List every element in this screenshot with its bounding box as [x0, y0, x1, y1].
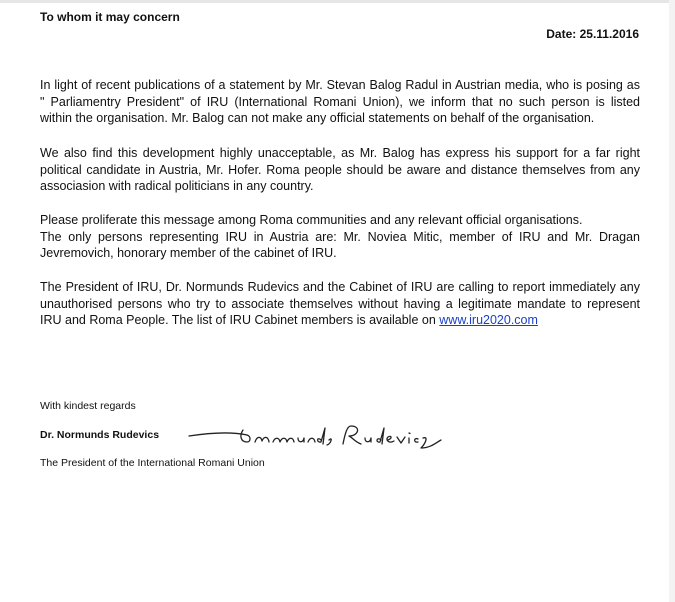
paragraph-line: The President of IRU, Dr. Normunds Rudevics and the Cabinet of IRU are calling to report immediately any: [40, 280, 640, 294]
website-link[interactable]: www.iru2020.com: [439, 313, 538, 327]
paragraph-line-with-link: [40, 312, 640, 329]
letter-date: Date: 25.11.2016: [546, 27, 639, 41]
paragraph-line: within the organisation. Mr. Balog can not make any official statements on behalf of the organisation.: [40, 111, 595, 125]
paragraph-line: In light of recent publications of a statement by Mr. Stevan Balog Radul in Austrian media, who is posing as: [40, 78, 640, 92]
paragraph-line: The only persons representing IRU in Austria are: Mr. Noviea Mitic, member of IRU and Mr. Dragan: [40, 229, 640, 244]
paragraph-statement: [40, 77, 640, 127]
paragraph-line: political candidate in Austria, Mr. Hofer. Roma people should be aware and distance themselves from any: [40, 162, 640, 177]
closing-regards: With kindest regards: [40, 400, 136, 412]
signer-title: The President of the International Romani Union: [40, 457, 265, 469]
right-border: [669, 0, 675, 602]
paragraph-line: unauthorised persons who try to associate themselves without having a legitimate mandate to represent: [40, 296, 640, 311]
paragraph-report: [40, 279, 640, 329]
paragraph-line: associasion with radical politicians in any country.: [40, 179, 314, 193]
paragraph-line-text: IRU and Roma People. The list of IRU Cabinet members is available on: [40, 313, 440, 327]
handwritten-signature: [185, 418, 455, 456]
signer-name: Dr. Normunds Rudevics: [40, 429, 160, 441]
paragraph-line: Jevremovich, honorary member of the cabinet of IRU.: [40, 246, 337, 260]
paragraph-unacceptable: [40, 145, 640, 195]
top-border: [0, 0, 675, 3]
paragraph-line: " Parliamentry President" of IRU (International Romani Union), we inform that no such person is listed: [40, 94, 640, 109]
paragraph-representatives: [40, 212, 640, 262]
paragraph-line: Please proliferate this message among Roma communities and any relevant official organisations.: [40, 213, 583, 227]
letter-heading: To whom it may concern: [40, 10, 180, 24]
paragraph-line: We also find this development highly unacceptable, as Mr. Balog has express his support for a far right: [40, 146, 640, 160]
